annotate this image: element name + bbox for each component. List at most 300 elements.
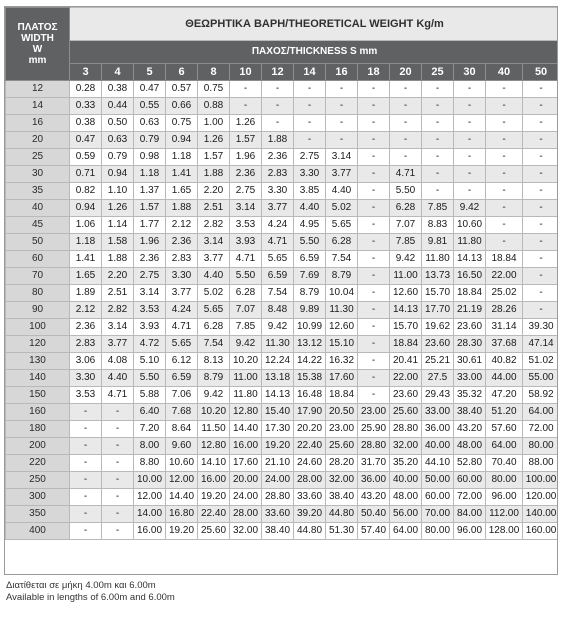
weight-cell: 2.36 [230,166,262,183]
weight-cell: 38.40 [326,489,358,506]
weight-cell: 6.12 [166,353,198,370]
weight-cell: 7.20 [134,421,166,438]
weight-cell: 2.75 [294,149,326,166]
weight-cell: 9.42 [454,200,486,217]
weight-cell: - [523,268,559,285]
weight-cell: 0.33 [70,98,102,115]
weight-cell: 6.28 [230,285,262,302]
table-row [6,149,559,166]
table-row [6,319,559,336]
weight-cell: - [523,200,559,217]
weight-cell: - [523,217,559,234]
weight-cell: 14.13 [262,387,294,404]
weight-cell: 3.53 [134,302,166,319]
weight-cell: 25.02 [486,285,523,302]
thickness-14: 14 [294,64,326,81]
weight-cell: 25.60 [198,523,230,540]
weight-cell: 1.41 [166,166,198,183]
weight-cell: 1.00 [198,115,230,132]
weight-cell: 20.50 [326,404,358,421]
table-row [6,234,559,251]
weight-cell: 25.90 [358,421,390,438]
table-row [6,421,559,438]
table-row [6,268,559,285]
weight-cell: 0.82 [70,183,102,200]
weight-cell: 7.07 [390,217,422,234]
weight-cell: 19.20 [262,438,294,455]
row-width-label: 45 [6,217,70,234]
weight-cell: 7.68 [166,404,198,421]
weight-cell: 25.21 [422,353,454,370]
weight-cell: 3.30 [294,166,326,183]
weight-cell: 23.60 [422,336,454,353]
weight-cell: 40.82 [486,353,523,370]
weight-cell: - [486,81,523,98]
weight-cell: 14.40 [230,421,262,438]
weight-cell: 33.60 [262,506,294,523]
weight-cell: 80.00 [523,438,559,455]
table-body [6,81,559,540]
weight-cell: 13.18 [262,370,294,387]
weight-cell: 96.00 [486,489,523,506]
weight-cell: 120.00 [523,489,559,506]
weight-cell: 2.83 [166,251,198,268]
weight-cell: 11.80 [422,251,454,268]
row-width-label: 250 [6,472,70,489]
weight-cell: 10.99 [294,319,326,336]
weight-cell: - [102,455,134,472]
weight-cell: 13.12 [294,336,326,353]
weight-cell: 3.77 [102,336,134,353]
weight-cell: 1.58 [102,234,134,251]
weight-cell: 15.40 [262,404,294,421]
table-row [6,285,559,302]
thickness-25: 25 [422,64,454,81]
weight-cell: 10.20 [230,353,262,370]
weight-cell: 60.00 [454,472,486,489]
weight-cell: 8.48 [262,302,294,319]
weight-cell: 39.20 [294,506,326,523]
weight-cell: 96.00 [454,523,486,540]
thickness-12: 12 [262,64,294,81]
weight-cell: 1.10 [102,183,134,200]
weight-cell: - [358,336,390,353]
weight-cell: 1.88 [262,132,294,149]
thickness-8: 8 [198,64,230,81]
weight-cell: 29.43 [422,387,454,404]
weight-cell: 23.00 [358,404,390,421]
weight-cell: 5.50 [134,370,166,387]
weight-cell: 8.79 [326,268,358,285]
weight-cell: 44.00 [486,370,523,387]
thickness-values-row [6,64,559,81]
weight-cell: 31.70 [358,455,390,472]
weight-cell: 6.59 [166,370,198,387]
weight-cell: 1.06 [70,217,102,234]
width-column-header [6,8,70,81]
weight-cell: - [358,370,390,387]
footnote-greek: Διατίθεται σε μήκη 4.00m και 6.00m [6,580,156,591]
weight-cell: 33.00 [422,404,454,421]
weight-cell: - [390,98,422,115]
weight-cell: 2.36 [262,149,294,166]
weight-cell: 0.98 [134,149,166,166]
weight-cell: 0.50 [102,115,134,132]
weight-cell: 5.50 [294,234,326,251]
weight-cell: 3.53 [70,387,102,404]
width-header-line-1: ΠΛΑΤΟΣ [17,22,58,33]
weight-cell: 17.90 [294,404,326,421]
weight-cell: 35.32 [454,387,486,404]
weight-cell: 44.80 [326,506,358,523]
weight-cell: - [230,98,262,115]
weight-cell: 39.30 [523,319,559,336]
weight-cell: - [70,404,102,421]
weight-cell: 2.36 [70,319,102,336]
row-width-label: 70 [6,268,70,285]
table-row [6,183,559,200]
weight-cell: 4.71 [102,387,134,404]
weight-cell: - [102,472,134,489]
weight-cell: 18.84 [326,387,358,404]
weight-cell: 112.00 [486,506,523,523]
weight-cell: - [358,387,390,404]
row-width-label: 160 [6,404,70,421]
weight-cell: - [326,115,358,132]
weight-cell: 33.00 [454,370,486,387]
weight-cell: 4.40 [198,268,230,285]
weight-cell: 48.00 [454,438,486,455]
weight-cell: 3.77 [198,251,230,268]
weight-cell: 56.00 [390,506,422,523]
weight-cell: 4.40 [326,183,358,200]
weight-cell: 0.63 [102,132,134,149]
weight-cell: - [70,506,102,523]
weight-cell: 16.00 [230,438,262,455]
weight-cell: 22.00 [390,370,422,387]
weight-cell: 1.77 [134,217,166,234]
weight-cell: 0.38 [102,81,134,98]
weight-cell: 9.60 [166,438,198,455]
weight-cell: - [358,200,390,217]
weight-cell: 57.60 [486,421,523,438]
weight-cell: 20.20 [294,421,326,438]
weight-cell: 36.00 [422,421,454,438]
weight-cell: 8.80 [134,455,166,472]
weight-cell: 20.41 [390,353,422,370]
weight-cell: 3.14 [134,285,166,302]
weight-cell: 28.00 [230,506,262,523]
weight-cell: 6.28 [326,234,358,251]
weight-cell: 51.20 [486,404,523,421]
weight-cell: 5.02 [198,285,230,302]
table-row [6,251,559,268]
weight-cell: 1.57 [230,132,262,149]
table-row [6,217,559,234]
weight-cell: 1.18 [166,149,198,166]
weight-cell: 1.18 [134,166,166,183]
weight-cell: 4.71 [390,166,422,183]
thickness-20: 20 [390,64,422,81]
row-width-label: 14 [6,98,70,115]
weight-cell: 3.30 [262,183,294,200]
weight-cell: 128.00 [486,523,523,540]
table-row [6,455,559,472]
weight-cell: - [358,115,390,132]
weight-cell: 4.72 [134,336,166,353]
weight-cell: 1.96 [230,149,262,166]
weight-cell: - [358,132,390,149]
footnote [6,580,175,604]
weight-cell: 20.00 [230,472,262,489]
weight-cell: 15.70 [390,319,422,336]
thickness-3: 3 [70,64,102,81]
weight-cell: 3.30 [70,370,102,387]
weight-cell: 43.20 [358,489,390,506]
weight-cell: 58.92 [523,387,559,404]
table-row [6,353,559,370]
weight-cell: - [486,166,523,183]
weight-cell: 16.00 [134,523,166,540]
weight-cell: 15.10 [326,336,358,353]
weight-cell: 2.75 [134,268,166,285]
weight-cell: 6.59 [294,251,326,268]
weight-cell: 160.00 [523,523,559,540]
weight-cell: - [358,149,390,166]
weight-cell: 31.14 [486,319,523,336]
weight-cell: - [102,438,134,455]
weight-cell: 28.80 [390,421,422,438]
weight-cell: 64.00 [523,404,559,421]
weight-cell: - [523,183,559,200]
row-width-label: 350 [6,506,70,523]
weight-cell: - [454,149,486,166]
table-row [6,302,559,319]
weight-cell: 8.79 [198,370,230,387]
weight-cell: 72.00 [454,489,486,506]
weight-cell: 38.40 [262,523,294,540]
weight-cell: 38.40 [454,404,486,421]
weight-cell: 4.95 [294,217,326,234]
weight-cell: 16.00 [198,472,230,489]
weight-cell: 14.40 [166,489,198,506]
weight-cell: - [523,166,559,183]
weight-cell: - [102,404,134,421]
weight-cell: 3.85 [294,183,326,200]
table-row [6,200,559,217]
weight-cell: 12.60 [326,319,358,336]
weight-cell: 17.60 [230,455,262,472]
weight-cell: - [70,472,102,489]
weight-cell: 1.26 [230,115,262,132]
weight-cell: 40.00 [422,438,454,455]
weight-cell: 25.60 [326,438,358,455]
row-width-label: 130 [6,353,70,370]
table-row [6,81,559,98]
weight-cell: - [358,234,390,251]
row-width-label: 400 [6,523,70,540]
weight-cell: 4.40 [294,200,326,217]
thickness-30: 30 [454,64,486,81]
weight-cell: 52.80 [454,455,486,472]
thickness-5: 5 [134,64,166,81]
weight-cell: 43.20 [454,421,486,438]
weight-cell: 0.75 [198,81,230,98]
weight-cell: - [454,132,486,149]
row-width-label: 100 [6,319,70,336]
weight-cell: - [422,183,454,200]
table-row [6,387,559,404]
thickness-10: 10 [230,64,262,81]
weight-cell: 11.00 [390,268,422,285]
weight-cell: 3.77 [326,166,358,183]
weight-cell: 4.71 [166,319,198,336]
weight-cell: 23.00 [326,421,358,438]
weight-cell: 17.70 [422,302,454,319]
weight-cell: - [422,81,454,98]
weight-cell: - [262,98,294,115]
weight-cell: - [358,98,390,115]
thickness-6: 6 [166,64,198,81]
weight-cell: 10.60 [166,455,198,472]
table-row [6,115,559,132]
weight-cell: 14.00 [134,506,166,523]
weight-cell: 27.5 [422,370,454,387]
thickness-50: 50 [523,64,559,81]
weight-cell: - [102,506,134,523]
weight-cell: 51.30 [326,523,358,540]
weight-cell: 32.00 [326,472,358,489]
weight-cell: 0.55 [134,98,166,115]
weight-cell: 1.41 [70,251,102,268]
weight-cell: 3.93 [134,319,166,336]
weight-cell: 14.10 [198,455,230,472]
weight-cell: 2.12 [70,302,102,319]
weight-cell: 5.88 [134,387,166,404]
table-row [6,132,559,149]
weight-cell: 3.77 [166,285,198,302]
weight-cell: 15.38 [294,370,326,387]
weight-cell: 3.14 [326,149,358,166]
weight-cell: 21.19 [454,302,486,319]
weight-cell: 2.12 [166,217,198,234]
table-row [6,438,559,455]
weight-cell: 70.40 [486,455,523,472]
weight-cell: - [102,489,134,506]
width-header-line-2: WIDTH [21,33,54,44]
row-width-label: 300 [6,489,70,506]
weight-cell: 16.80 [166,506,198,523]
weight-cell: 0.28 [70,81,102,98]
weight-cell: 22.40 [294,438,326,455]
weight-cell: 17.60 [326,370,358,387]
weight-cell: 0.59 [70,149,102,166]
weight-cell: 6.40 [134,404,166,421]
table-row [6,506,559,523]
weight-cell: 9.42 [390,251,422,268]
weight-cell: 84.00 [454,506,486,523]
weight-cell: 28.00 [294,472,326,489]
row-width-label: 30 [6,166,70,183]
weight-cell: 80.00 [422,523,454,540]
weight-cell: 1.89 [70,285,102,302]
weight-cell: 2.82 [198,217,230,234]
weight-cell: 47.14 [523,336,559,353]
thickness-40: 40 [486,64,523,81]
weight-cell: 11.00 [230,370,262,387]
weight-cell: 11.80 [454,234,486,251]
weight-cell: 9.81 [422,234,454,251]
weight-cell: 48.00 [390,489,422,506]
weight-cell: 1.65 [70,268,102,285]
weight-cell: 12.24 [262,353,294,370]
weight-cell: - [422,166,454,183]
table-title: ΘΕΩΡΗΤΙΚΑ ΒΑΡΗ/THEORETICAL WEIGHT Kg/m [70,8,559,41]
weight-cell: 23.60 [454,319,486,336]
weight-cell: 6.28 [390,200,422,217]
table-row [6,336,559,353]
weight-cell: - [486,149,523,166]
weight-cell: - [486,115,523,132]
weight-cell: - [422,115,454,132]
weight-cell: 7.07 [230,302,262,319]
thickness-4: 4 [102,64,134,81]
weight-cell: - [294,81,326,98]
weight-cell: 1.65 [166,183,198,200]
weight-cell: 28.80 [262,489,294,506]
weight-cell: - [390,81,422,98]
weight-cell: 2.36 [166,234,198,251]
weight-cell: - [358,268,390,285]
weight-cell: 8.64 [166,421,198,438]
weight-cell: 25.60 [390,404,422,421]
row-width-label: 140 [6,370,70,387]
width-header-line-4: mm [28,55,47,66]
weight-cell: - [523,149,559,166]
weight-cell: 1.14 [102,217,134,234]
weight-cell: 5.02 [326,200,358,217]
weight-cell: - [486,98,523,115]
weight-cell: 64.00 [486,438,523,455]
weight-cell: 9.89 [294,302,326,319]
weight-cell: 0.94 [166,132,198,149]
table-row [6,489,559,506]
weight-cell: 12.00 [134,489,166,506]
weight-cell: 1.57 [198,149,230,166]
weight-cell: 3.53 [230,217,262,234]
weight-cell: - [70,438,102,455]
weight-cell: 22.00 [486,268,523,285]
weight-cell: - [523,132,559,149]
weight-cell: 12.80 [198,438,230,455]
weight-table [5,7,558,540]
weight-cell: 7.06 [166,387,198,404]
weight-cell: - [486,200,523,217]
weight-cell: - [70,489,102,506]
weight-cell: - [523,234,559,251]
weight-cell: - [523,115,559,132]
weight-cell: - [390,149,422,166]
weight-cell: 8.79 [294,285,326,302]
weight-cell: - [358,302,390,319]
weight-cell: 0.63 [134,115,166,132]
weight-cell: - [358,251,390,268]
weight-cell: - [454,81,486,98]
weight-cell: - [294,98,326,115]
weight-cell: - [294,115,326,132]
weight-cell: 11.30 [326,302,358,319]
weight-cell: 32.00 [390,438,422,455]
